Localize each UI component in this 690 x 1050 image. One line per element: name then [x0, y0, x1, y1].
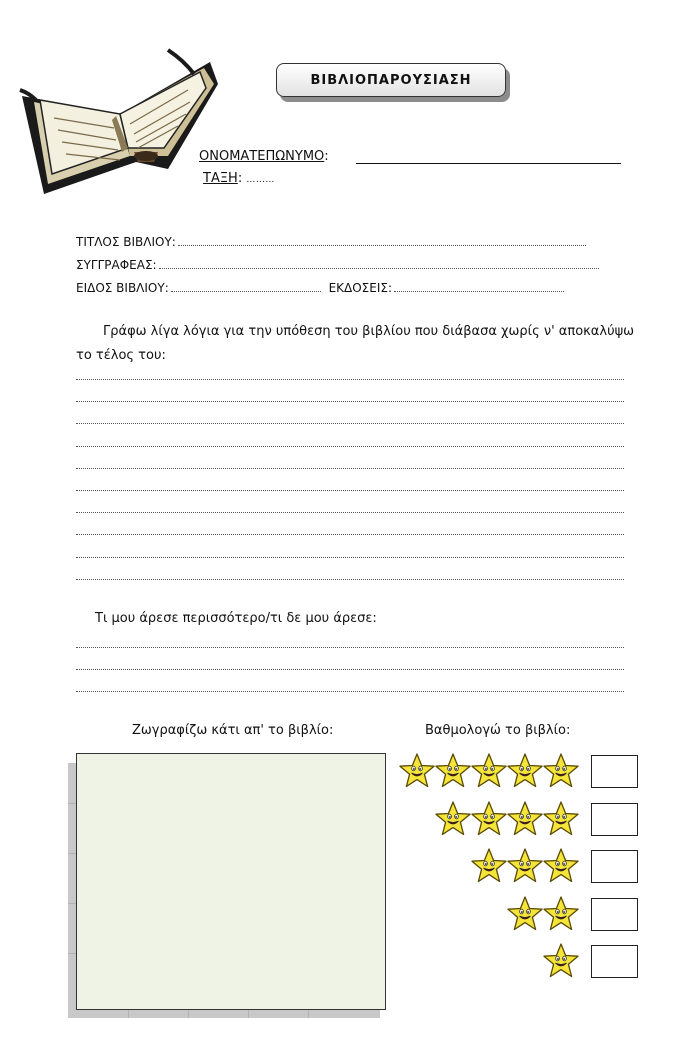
smiling-star-icon — [471, 753, 507, 793]
genre-label: ΕΙΔΟΣ ΒΙΒΛΙΟΥ: — [76, 281, 169, 295]
rating-checkbox[interactable] — [591, 945, 638, 978]
smiling-star-icon — [435, 753, 471, 793]
smiling-star-icon — [471, 801, 507, 841]
smiling-star-icon — [543, 801, 579, 841]
smiling-star-icon — [543, 848, 579, 888]
smiling-star-icon — [507, 801, 543, 841]
smiling-star-icon — [543, 943, 579, 983]
publisher-label: ΕΚΔΟΣΕΙΣ: — [328, 281, 393, 295]
smiling-star-icon — [471, 848, 507, 888]
name-field-line[interactable] — [356, 163, 621, 164]
smiling-star-icon — [543, 896, 579, 936]
open-book-icon — [18, 44, 218, 196]
opinion-line[interactable] — [76, 691, 624, 692]
smiling-star-icon — [435, 801, 471, 841]
rating-checkbox[interactable] — [591, 803, 638, 836]
rating-label: Βαθμολογώ το βιβλίο: — [425, 723, 571, 738]
rating-checkbox[interactable] — [591, 850, 638, 883]
rating-checkbox[interactable] — [591, 755, 638, 788]
genre-blank[interactable] — [171, 282, 321, 292]
summary-line[interactable] — [76, 468, 624, 469]
smiling-star-icon — [507, 896, 543, 936]
summary-line[interactable] — [76, 423, 624, 424]
book-title-label: ΤΙΤΛΟΣ ΒΙΒΛΙΟΥ: — [76, 235, 176, 249]
class-field-blank[interactable]: ……… — [246, 175, 275, 185]
drawing-box[interactable] — [76, 753, 386, 1010]
smiling-star-icon — [399, 753, 435, 793]
author-label: ΣΥΓΓΡΑΦΕΑΣ: — [76, 258, 157, 272]
summary-line[interactable] — [76, 490, 624, 491]
smiling-star-icon — [543, 753, 579, 793]
summary-line[interactable] — [76, 401, 624, 402]
genre-field — [76, 281, 564, 295]
author-blank[interactable] — [159, 259, 599, 269]
summary-prompt: Γράφω λίγα λόγια για την υπόθεση του βιβλίου που διάβασα χωρίς ν' αποκαλύψω το τέλος του: — [76, 324, 635, 363]
summary-line[interactable] — [76, 534, 624, 535]
author-field — [76, 258, 599, 272]
summary-line[interactable] — [76, 557, 624, 558]
opinion-prompt: Τι μου άρεσε περισσότερο/τι δε μου άρεσε: — [95, 611, 377, 626]
name-field-label: ΟΝΟΜΑΤΕΠΩΝΥΜΟ: — [199, 149, 329, 164]
opinion-line[interactable] — [76, 647, 624, 648]
smiling-star-icon — [507, 753, 543, 793]
summary-line[interactable] — [76, 379, 624, 380]
rating-checkbox[interactable] — [591, 898, 638, 931]
page-title: ΒΙΒΛΙΟΠΑΡΟΥΣΙΑΣΗ — [276, 63, 506, 97]
class-field-label: ΤΑΞΗ: ……… — [203, 171, 275, 186]
smiling-star-icon — [507, 848, 543, 888]
book-title-field — [76, 235, 586, 249]
drawing-label: Ζωγραφίζω κάτι απ' το βιβλίο: — [132, 723, 334, 738]
book-title-blank[interactable] — [178, 236, 586, 246]
opinion-line[interactable] — [76, 669, 624, 670]
publisher-blank[interactable] — [394, 282, 564, 292]
summary-line[interactable] — [76, 512, 624, 513]
summary-line[interactable] — [76, 446, 624, 447]
summary-line[interactable] — [76, 579, 624, 580]
